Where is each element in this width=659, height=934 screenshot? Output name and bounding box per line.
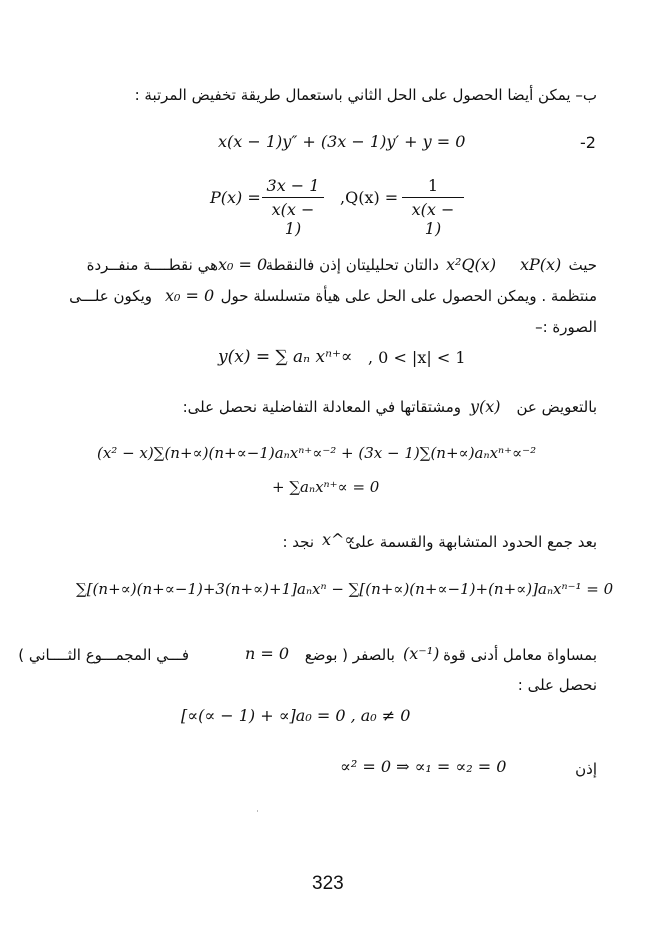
collect-text-end: نجد :: [282, 533, 314, 551]
q-numerator: 1: [427, 176, 439, 195]
equate-line1-post: فـــي المجمـــوع الثــــاني ): [18, 646, 189, 664]
x0-equals-zero: x₀ = 0: [218, 255, 268, 274]
p-denominator: x(x − 1): [271, 200, 315, 238]
q-fraction: [402, 176, 464, 238]
page-number: 323: [312, 873, 344, 894]
analytic-line3: الصورة :–: [535, 318, 597, 336]
equate-line2: نحصل على :: [517, 676, 597, 694]
series-condition: , 0 < |x| < 1: [368, 348, 466, 367]
stray-mark: ˙: [255, 810, 260, 821]
substitution-y: y(x): [470, 397, 501, 416]
equate-line1-pre: بمساواة معامل أدنى قوة: [443, 646, 597, 664]
expr-xp: xP(x): [520, 255, 562, 274]
p-lhs: P(x) =: [210, 188, 261, 207]
q-lhs: ,Q(x) =: [340, 188, 399, 207]
collected-equation: ∑[(n+∝)(n+∝−1)+3(n+∝)+1]aₙxⁿ − ∑[(n+∝)(n+∝−1)+(n+∝)]aₙxⁿ⁻¹ = 0: [76, 580, 614, 598]
analytic-line1-post: هي نقطــــة منفــردة: [86, 256, 218, 274]
indicial-equation: [∝(∝ − 1) + ∝]a₀ = 0 , a₀ ≠ 0: [181, 706, 411, 725]
q-denominator: x(x − 1): [411, 200, 455, 238]
analytic-line1-mid: دالتان تحليليتان إذن فالنقطة: [265, 256, 439, 274]
ode-equation: x(x − 1)y″ + (3x − 1)y′ + y = 0: [218, 132, 466, 151]
conclusion-result: ∝² = 0 ⇒ ∝₁ = ∝₂ = 0: [340, 757, 507, 776]
p-numerator: 3x − 1: [266, 176, 320, 195]
p-fraction: [262, 176, 324, 238]
analytic-line2-post: ويكون علـــى: [69, 287, 152, 305]
series-expression: y(x) = ∑ aₙ xⁿ⁺∝: [218, 347, 353, 367]
expr-x2q: x²Q(x): [446, 255, 497, 274]
equate-line1-mid: بالصفر ( بوضع: [304, 646, 395, 664]
collect-text: بعد جمع الحدود المتشابهة والقسمة على: [348, 533, 597, 551]
collect-x-alpha: x^∝: [322, 530, 356, 549]
n-equals-zero: n = 0: [245, 644, 290, 663]
conclusion-word: إذن: [575, 760, 597, 778]
section-b-intro: ب– يمكن أيضا الحصول على الحل الثاني باستعمال طريقة تخفيض المرتبة :: [134, 86, 597, 104]
x0-equals-zero-2: x₀ = 0: [165, 286, 215, 305]
substituted-equation-line1: (x² − x)∑(n+∝)(n+∝−1)aₙxⁿ⁺∝⁻² + (3x − 1)∑(n+∝)aₙxⁿ⁺∝⁻²: [97, 444, 537, 462]
analytic-line1-pre: حيث: [568, 256, 597, 274]
substitution-text-pre: بالتعويض عن: [516, 398, 597, 416]
equation-number: -2: [580, 133, 596, 152]
x-inverse: (x⁻¹): [403, 644, 440, 663]
analytic-line2-pre: منتظمة . ويمكن الحصول على الحل على هيأة متسلسلة حول: [220, 287, 597, 305]
substitution-text-post: ومشتقاتها في المعادلة التفاضلية نحصل على:: [182, 398, 461, 416]
substituted-equation-line2: + ∑aₙxⁿ⁺∝ = 0: [272, 478, 380, 496]
